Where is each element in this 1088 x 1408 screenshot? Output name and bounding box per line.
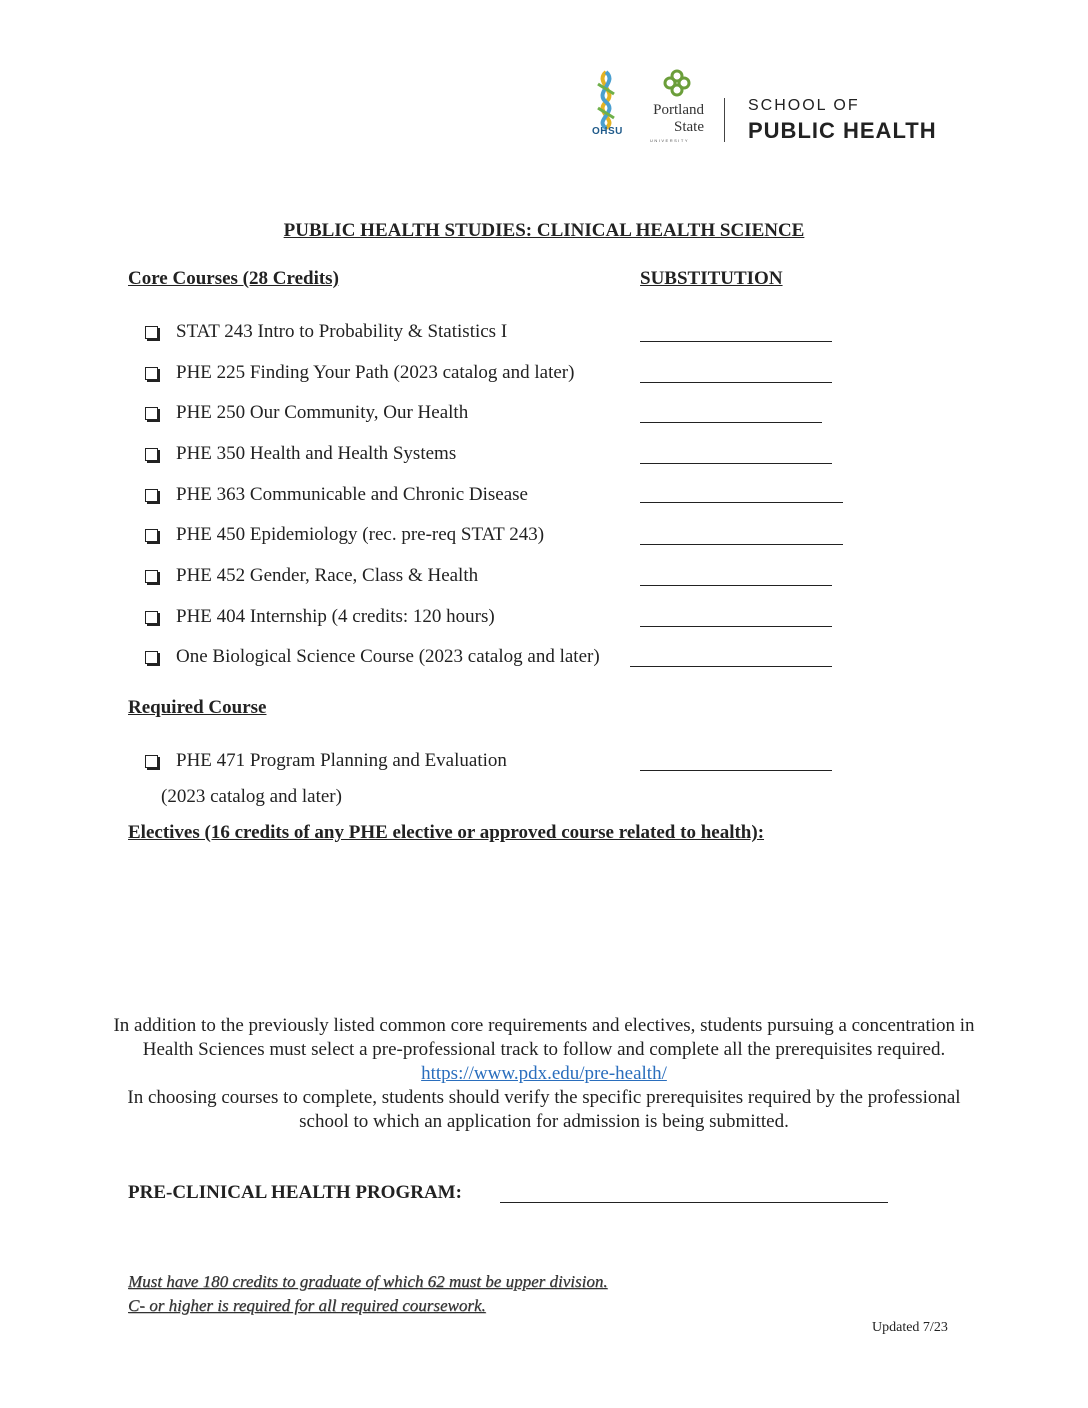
psu-line1: Portland bbox=[653, 102, 704, 118]
course-checkbox[interactable] bbox=[145, 651, 158, 664]
substitution-line[interactable] bbox=[640, 341, 832, 342]
substitution-line[interactable] bbox=[640, 626, 832, 627]
updated-date: Updated 7/23 bbox=[872, 1320, 948, 1335]
course-label: PHE 452 Gender, Race, Class & Health bbox=[176, 565, 479, 586]
footer-credits-note: Must have 180 credits to graduate of which 62 must be upper division. bbox=[128, 1272, 608, 1291]
psu-line2: State bbox=[674, 119, 704, 135]
substitution-line[interactable] bbox=[640, 382, 832, 383]
course-checkbox[interactable] bbox=[145, 448, 158, 461]
header-logos bbox=[584, 68, 964, 148]
psu-university: UNIVERSITY bbox=[650, 138, 690, 143]
course-checkbox[interactable] bbox=[145, 611, 158, 624]
pre-health-link[interactable]: https://www.pdx.edu/pre-health/ bbox=[421, 1063, 667, 1084]
course-label: PHE 350 Health and Health Systems bbox=[176, 443, 457, 464]
logo-divider bbox=[724, 98, 725, 142]
course-checkbox[interactable] bbox=[145, 529, 158, 542]
course-label: PHE 250 Our Community, Our Health bbox=[176, 402, 469, 423]
course-label: PHE 225 Finding Your Path (2023 catalog and later) bbox=[176, 362, 575, 383]
course-label: PHE 450 Epidemiology (rec. pre-req STAT 243) bbox=[176, 524, 545, 545]
course-checkbox[interactable] bbox=[145, 755, 158, 768]
course-label: PHE 404 Internship (4 credits: 120 hours) bbox=[176, 606, 495, 627]
electives-heading: Electives (16 credits of any PHE elective or approved course related to health): bbox=[128, 822, 765, 843]
substitution-line[interactable] bbox=[640, 502, 843, 503]
course-checkbox[interactable] bbox=[145, 326, 158, 339]
required-course-heading: Required Course bbox=[128, 697, 267, 718]
course-checkbox[interactable] bbox=[145, 367, 158, 380]
substitution-line[interactable] bbox=[640, 463, 832, 464]
course-label: STAT 243 Intro to Probability & Statistics I bbox=[176, 321, 508, 342]
substitution-line[interactable] bbox=[630, 666, 832, 667]
pre-professional-info bbox=[110, 1014, 978, 1134]
info-text-2: In choosing courses to complete, students should verify the specific prerequisites required by the professional school to which an application for admission is being submitted. bbox=[127, 1087, 961, 1132]
program-label: PRE-CLINICAL HEALTH PROGRAM: bbox=[128, 1182, 462, 1203]
footer-grade-note: C- or higher is required for all required coursework. bbox=[128, 1296, 486, 1315]
core-courses-heading: Core Courses (28 Credits) bbox=[128, 268, 339, 289]
program-input-line[interactable] bbox=[500, 1202, 888, 1203]
portland-state-wordmark bbox=[648, 102, 704, 136]
substitution-line[interactable] bbox=[640, 544, 843, 545]
ohsu-label: OHSU bbox=[592, 126, 623, 137]
substitution-line[interactable] bbox=[640, 422, 822, 423]
course-label: PHE 363 Communicable and Chronic Disease bbox=[176, 484, 528, 505]
page-title: PUBLIC HEALTH STUDIES: CLINICAL HEALTH SCIENCE bbox=[283, 220, 805, 241]
substitution-line[interactable] bbox=[640, 770, 832, 771]
course-label: PHE 471 Program Planning and Evaluation bbox=[176, 750, 507, 771]
info-text-1: In addition to the previously listed common core requirements and electives, students pursuing a concentration in Health Sciences must select a pre-professional track to follow and complete all the prerequisites required. bbox=[113, 1015, 975, 1060]
course-label: One Biological Science Course (2023 catalog and later) bbox=[176, 646, 600, 667]
school-of-label: SCHOOL OF bbox=[748, 97, 860, 114]
substitution-line[interactable] bbox=[640, 585, 832, 586]
course-checkbox[interactable] bbox=[145, 570, 158, 583]
required-course-note: (2023 catalog and later) bbox=[161, 786, 342, 807]
course-checkbox[interactable] bbox=[145, 489, 158, 502]
substitution-heading: SUBSTITUTION bbox=[640, 268, 783, 289]
course-checkbox[interactable] bbox=[145, 407, 158, 420]
public-health-label: PUBLIC HEALTH bbox=[748, 118, 937, 143]
